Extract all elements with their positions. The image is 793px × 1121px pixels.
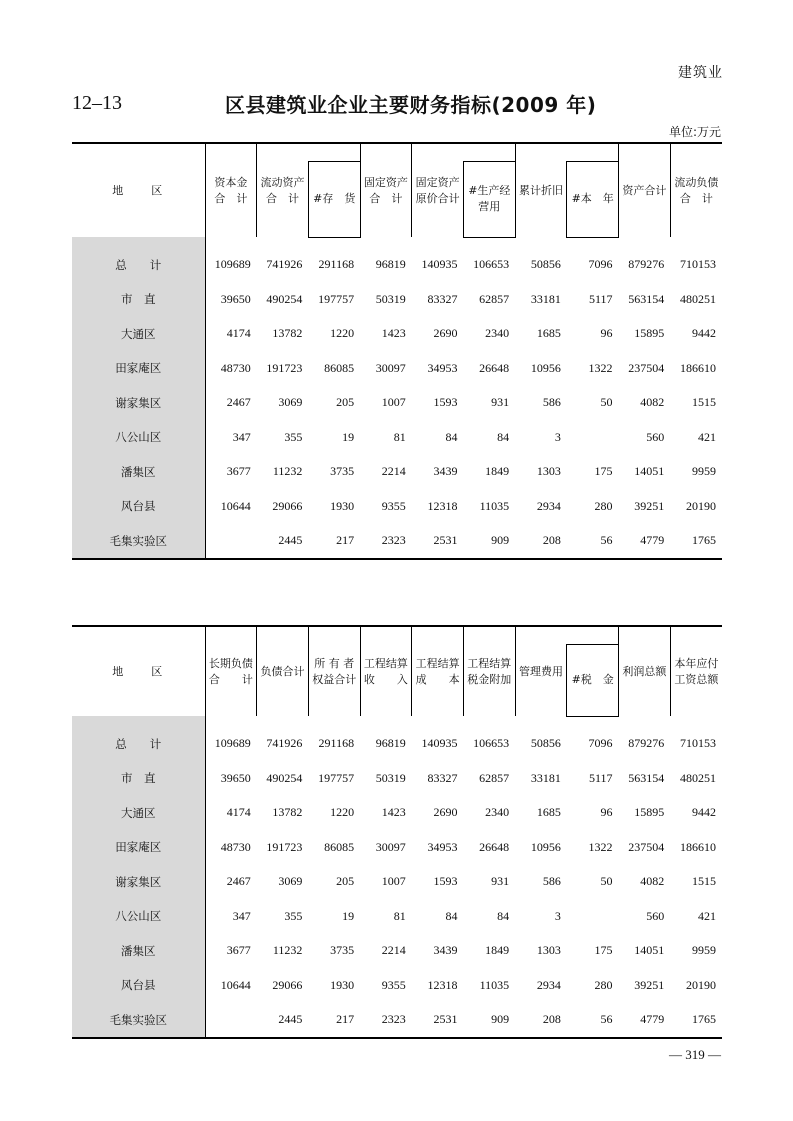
region-name: 大通区 xyxy=(72,796,205,831)
cell: 15895 xyxy=(634,805,665,820)
cell: 4779 xyxy=(619,1003,671,1039)
table-row xyxy=(72,716,722,761)
cell: 560 xyxy=(646,908,665,923)
cell: 931 xyxy=(491,395,510,410)
table-row xyxy=(72,386,722,421)
cell: 2214 xyxy=(381,943,406,958)
cell: 421 xyxy=(698,429,716,444)
region-name: 潘集区 xyxy=(72,934,205,969)
cell: 1515 xyxy=(692,874,716,889)
cell: 4174 xyxy=(205,796,257,831)
cell: 50 xyxy=(600,395,613,410)
header-owners-equity: 所 有 者 权益合计 xyxy=(308,626,360,716)
region-name: 总 计 xyxy=(72,716,205,761)
table-number: 12–13 xyxy=(72,92,122,114)
cell: 879276 xyxy=(628,257,665,271)
cell: 1849 xyxy=(485,464,510,479)
cell: 563154 xyxy=(628,291,665,306)
cell: 208 xyxy=(515,524,567,560)
table-row xyxy=(72,237,722,282)
cell: 710153 xyxy=(680,257,716,271)
cell: 12318 xyxy=(427,498,458,513)
cell: 5117 xyxy=(588,291,613,306)
cell: 347 xyxy=(205,899,257,934)
region-name: 谢家集区 xyxy=(72,865,205,900)
header-wages-payable: 本年应付 工资总额 xyxy=(670,626,722,716)
header-production: #生产经 营用 xyxy=(463,161,515,237)
cell: 1322 xyxy=(588,839,613,854)
cell: 4174 xyxy=(205,317,257,352)
header-inventory: #存 货 xyxy=(308,161,360,237)
cell: 909 xyxy=(463,1003,515,1039)
cell: 2467 xyxy=(205,386,257,421)
header-depreciation: 累计折旧 xyxy=(515,143,567,237)
region-name: 总 计 xyxy=(72,237,205,282)
table-row xyxy=(72,351,722,386)
cell: 84 xyxy=(497,908,510,923)
cell: 62857 xyxy=(479,770,510,785)
cell xyxy=(567,420,619,455)
cell: 175 xyxy=(594,464,613,479)
cell: 421 xyxy=(698,908,716,923)
cell: 1765 xyxy=(670,1003,722,1039)
table-row xyxy=(72,899,722,934)
cell: 96819 xyxy=(375,257,406,271)
cell: 1303 xyxy=(536,943,561,958)
region-name: 潘集区 xyxy=(72,455,205,490)
table-row xyxy=(72,865,722,900)
cell: 741926 xyxy=(266,257,303,271)
table-row xyxy=(72,934,722,969)
cell: 208 xyxy=(515,1003,567,1039)
region-name: 田家庵区 xyxy=(72,830,205,865)
cell: 480251 xyxy=(680,770,716,785)
cell: 2340 xyxy=(485,805,510,820)
header-this-year: #本 年 xyxy=(567,161,619,237)
cell: 560 xyxy=(646,429,665,444)
cell: 355 xyxy=(284,429,303,444)
cell: 931 xyxy=(491,874,510,889)
cell: 48730 xyxy=(205,351,257,386)
cell: 2467 xyxy=(205,865,257,900)
cell: 62857 xyxy=(479,291,510,306)
page-number: — 319 — xyxy=(669,1047,721,1062)
cell: 186610 xyxy=(680,360,716,375)
cell: 11232 xyxy=(272,464,303,479)
cell: 83327 xyxy=(427,291,458,306)
cell: 1423 xyxy=(381,326,406,341)
cell: 4779 xyxy=(619,524,671,560)
cell: 13782 xyxy=(272,326,303,341)
cell: 563154 xyxy=(628,770,665,785)
cell: 7096 xyxy=(588,257,613,272)
cell: 186610 xyxy=(680,839,716,854)
cell: 109689 xyxy=(205,237,257,282)
cell: 9355 xyxy=(381,977,406,992)
header-total-liabilities: 负债合计 xyxy=(257,626,309,716)
cell: 197757 xyxy=(318,770,355,785)
cell: 3 xyxy=(554,908,561,923)
cell: 237504 xyxy=(628,360,665,375)
cell: 11035 xyxy=(479,977,510,992)
cell: 14051 xyxy=(634,464,665,479)
cell: 96819 xyxy=(375,736,406,750)
header-total-assets: 资产合计 xyxy=(619,143,671,237)
table-row xyxy=(72,968,722,1003)
cell: 30097 xyxy=(375,360,406,375)
cell: 7096 xyxy=(588,736,613,751)
cell: 1007 xyxy=(381,395,406,410)
region-name: 市 直 xyxy=(72,282,205,317)
cell: 217 xyxy=(308,524,360,560)
cell: 175 xyxy=(594,943,613,958)
cell: 84 xyxy=(445,429,458,444)
region-name: 八公山区 xyxy=(72,899,205,934)
cell: 2214 xyxy=(381,464,406,479)
header-settlement-income: 工程结算 收 入 xyxy=(360,626,412,716)
section-tag: 建筑业 xyxy=(678,65,723,81)
cell: 191723 xyxy=(266,839,303,854)
cell: 490254 xyxy=(266,291,303,306)
cell: 34953 xyxy=(427,360,458,375)
cell: 3439 xyxy=(433,464,458,479)
header-tax: #税 金 xyxy=(567,644,619,716)
cell: 355 xyxy=(284,908,303,923)
cell: 2690 xyxy=(433,326,458,341)
cell: 3069 xyxy=(278,395,303,410)
cell: 96 xyxy=(600,326,613,341)
cell: 1593 xyxy=(433,395,458,410)
cell xyxy=(205,524,257,560)
region-header: 地 区 xyxy=(72,626,205,716)
header-long-term-liabilities: 长期负债 合 计 xyxy=(205,626,257,716)
cell: 909 xyxy=(463,524,515,560)
cell: 56 xyxy=(567,1003,619,1039)
header-management-fee: 管理费用 xyxy=(515,626,567,716)
cell: 10956 xyxy=(530,839,561,854)
cell: 1007 xyxy=(381,874,406,889)
cell: 106653 xyxy=(473,257,510,272)
cell: 2690 xyxy=(433,805,458,820)
cell: 81 xyxy=(393,429,406,444)
cell: 4082 xyxy=(640,395,665,410)
region-name: 市 直 xyxy=(72,761,205,796)
unit-label: 单位:万元 xyxy=(668,125,721,139)
cell: 39650 xyxy=(205,761,257,796)
cell: 10956 xyxy=(530,360,561,375)
cell: 3735 xyxy=(330,464,355,479)
cell: 1423 xyxy=(381,805,406,820)
table-row xyxy=(72,796,722,831)
cell: 3069 xyxy=(278,874,303,889)
cell: 29066 xyxy=(272,498,303,513)
cell: 9442 xyxy=(692,805,716,820)
table-row xyxy=(72,524,722,560)
header-capital: 资本金 合 计 xyxy=(205,143,257,237)
cell: 1930 xyxy=(330,977,355,992)
cell: 26648 xyxy=(479,839,510,854)
cell: 86085 xyxy=(324,839,355,854)
cell: 291168 xyxy=(318,736,355,750)
cell: 586 xyxy=(542,395,561,410)
cell: 50 xyxy=(600,874,613,889)
cell: 140935 xyxy=(421,257,458,271)
cell: 347 xyxy=(205,420,257,455)
cell: 2445 xyxy=(257,524,309,560)
region-name: 毛集实验区 xyxy=(72,524,205,560)
cell: 205 xyxy=(336,874,355,889)
cell: 741926 xyxy=(266,736,303,750)
table-row xyxy=(72,761,722,796)
table-row xyxy=(72,455,722,490)
cell: 2934 xyxy=(536,498,561,513)
page-title: 区县建筑业企业主要财务指标(2009 年) xyxy=(225,93,597,117)
header-current-liabilities: 流动负债 合 计 xyxy=(670,143,722,237)
table-row xyxy=(72,420,722,455)
cell: 205 xyxy=(336,395,355,410)
cell: 19 xyxy=(342,908,355,923)
cell: 490254 xyxy=(266,770,303,785)
cell: 20190 xyxy=(686,498,716,513)
header-settlement-cost: 工程结算 成 本 xyxy=(412,626,464,716)
cell: 1220 xyxy=(330,805,355,820)
cell: 15895 xyxy=(634,326,665,341)
cell: 480251 xyxy=(680,291,716,306)
region-header: 地 区 xyxy=(72,143,205,237)
cell: 96 xyxy=(600,805,613,820)
cell: 1765 xyxy=(670,524,722,560)
cell: 50319 xyxy=(375,770,406,785)
financial-table-2 xyxy=(72,625,722,1039)
region-name: 大通区 xyxy=(72,317,205,352)
cell: 39251 xyxy=(634,498,665,513)
region-name: 风台县 xyxy=(72,489,205,524)
cell: 9959 xyxy=(692,943,716,958)
cell: 30097 xyxy=(375,839,406,854)
cell: 1322 xyxy=(588,360,613,375)
table-row xyxy=(72,282,722,317)
cell: 1303 xyxy=(536,464,561,479)
region-name: 八公山区 xyxy=(72,420,205,455)
cell: 50319 xyxy=(375,291,406,306)
cell: 33181 xyxy=(530,770,561,785)
cell: 1849 xyxy=(485,943,510,958)
cell: 1685 xyxy=(536,326,561,341)
cell: 10644 xyxy=(205,489,257,524)
region-name: 谢家集区 xyxy=(72,386,205,421)
cell: 197757 xyxy=(318,291,355,306)
cell xyxy=(205,1003,257,1039)
cell: 2445 xyxy=(257,1003,309,1039)
cell: 12318 xyxy=(427,977,458,992)
cell: 3677 xyxy=(205,455,257,490)
cell: 1685 xyxy=(536,805,561,820)
cell: 3735 xyxy=(330,943,355,958)
cell: 710153 xyxy=(680,736,716,750)
cell: 140935 xyxy=(421,736,458,750)
region-name: 风台县 xyxy=(72,968,205,1003)
cell: 81 xyxy=(393,908,406,923)
cell: 5117 xyxy=(588,770,613,785)
region-name: 田家庵区 xyxy=(72,351,205,386)
cell: 280 xyxy=(594,977,613,992)
cell: 11035 xyxy=(479,498,510,513)
cell: 109689 xyxy=(205,716,257,761)
cell: 26648 xyxy=(479,360,510,375)
cell: 9355 xyxy=(381,498,406,513)
table-row xyxy=(72,317,722,352)
cell: 20190 xyxy=(686,977,716,992)
cell: 1515 xyxy=(692,395,716,410)
cell: 1593 xyxy=(433,874,458,889)
cell: 10644 xyxy=(205,968,257,1003)
cell: 217 xyxy=(308,1003,360,1039)
header-settlement-tax: 工程结算 税金附加 xyxy=(463,626,515,716)
cell: 2934 xyxy=(536,977,561,992)
cell: 3439 xyxy=(433,943,458,958)
header-current-assets: 流动资产 合 计 xyxy=(257,143,309,237)
cell: 879276 xyxy=(628,736,665,750)
cell: 84 xyxy=(445,908,458,923)
table-row xyxy=(72,830,722,865)
cell: 280 xyxy=(594,498,613,513)
cell: 2531 xyxy=(412,524,464,560)
cell: 9959 xyxy=(692,464,716,479)
header-fixed-assets: 固定资产 合 计 xyxy=(360,143,412,237)
cell: 56 xyxy=(567,524,619,560)
cell: 4082 xyxy=(640,874,665,889)
cell: 1930 xyxy=(330,498,355,513)
cell: 39251 xyxy=(634,977,665,992)
cell: 83327 xyxy=(427,770,458,785)
cell: 29066 xyxy=(272,977,303,992)
cell: 34953 xyxy=(427,839,458,854)
cell: 1220 xyxy=(330,326,355,341)
cell: 2340 xyxy=(485,326,510,341)
cell: 2531 xyxy=(412,1003,464,1039)
cell: 9442 xyxy=(692,326,716,341)
cell: 106653 xyxy=(473,736,510,750)
header-fixed-original: 固定资产 原价合计 xyxy=(412,143,464,237)
header-total-profit: 利润总额 xyxy=(619,626,671,716)
table-row xyxy=(72,1003,722,1039)
table-row xyxy=(72,489,722,524)
cell: 237504 xyxy=(628,839,665,854)
cell: 13782 xyxy=(272,805,303,820)
cell: 50856 xyxy=(530,736,561,750)
cell xyxy=(567,899,619,934)
cell: 191723 xyxy=(266,360,303,375)
cell: 3677 xyxy=(205,934,257,969)
cell: 86085 xyxy=(324,360,355,375)
cell: 14051 xyxy=(634,943,665,958)
cell: 2323 xyxy=(360,524,412,560)
cell: 50856 xyxy=(530,257,561,271)
cell: 2323 xyxy=(360,1003,412,1039)
cell: 291168 xyxy=(318,257,355,272)
cell: 84 xyxy=(497,429,510,444)
cell: 48730 xyxy=(205,830,257,865)
cell: 39650 xyxy=(205,282,257,317)
cell: 3 xyxy=(554,429,561,444)
cell: 19 xyxy=(342,429,355,444)
cell: 33181 xyxy=(530,291,561,306)
cell: 586 xyxy=(542,874,561,889)
cell: 11232 xyxy=(272,943,303,958)
region-name: 毛集实验区 xyxy=(72,1003,205,1039)
financial-table-1 xyxy=(72,142,722,560)
